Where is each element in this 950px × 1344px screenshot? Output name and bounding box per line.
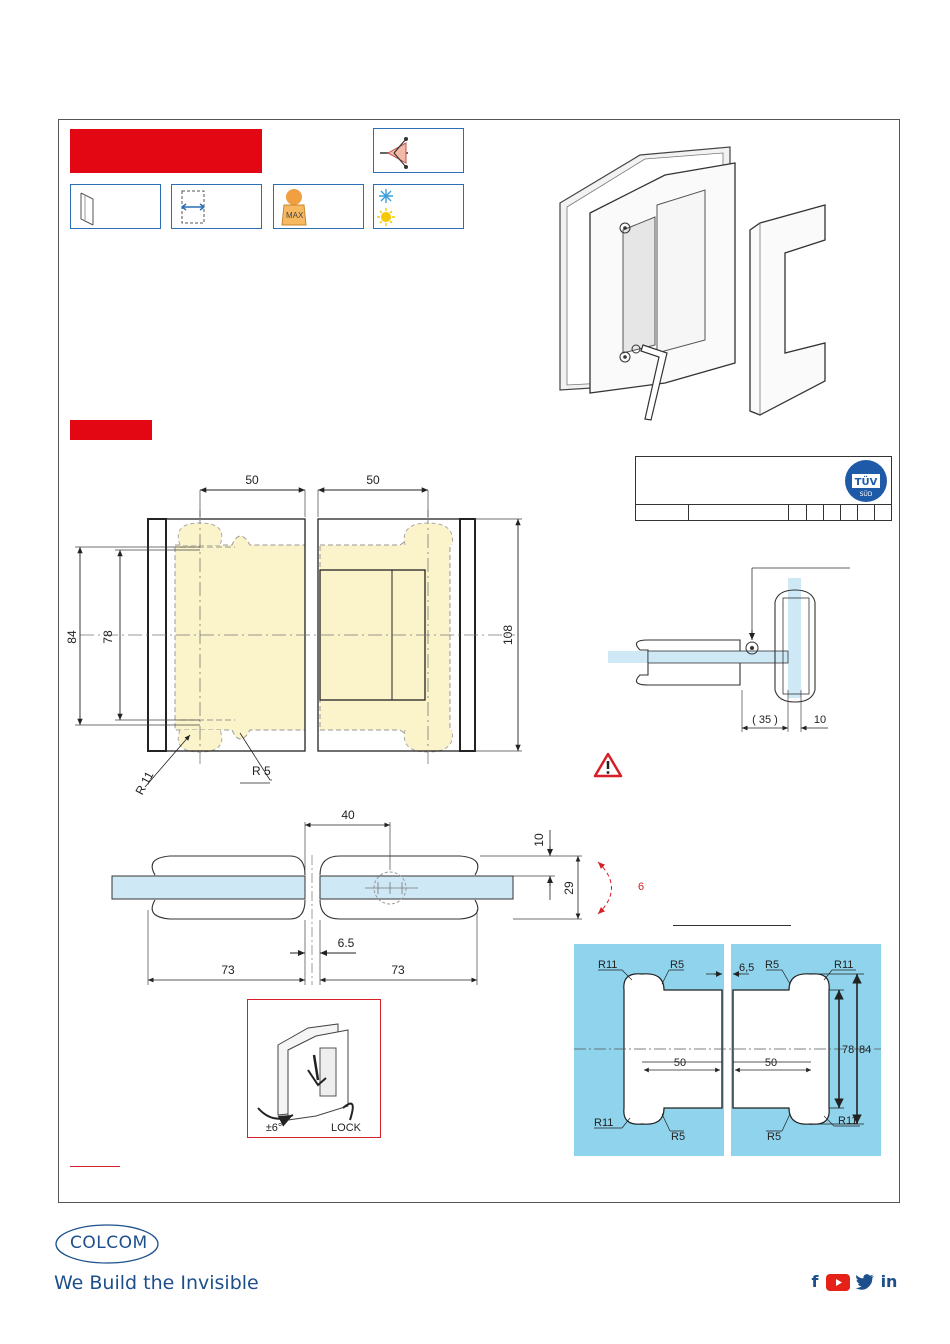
cutout-dim-50-right: 50: [764, 1057, 778, 1069]
hinge-angle-icon: [374, 129, 465, 174]
twitter-bird-icon: [855, 1273, 875, 1291]
adjustment-illustration: [248, 1000, 380, 1137]
section-angle: 6: [638, 881, 645, 893]
hinge-angle-icon-box: [373, 128, 464, 173]
max-weight-icon-box: [273, 184, 364, 229]
cutout-r11-tl: R11: [598, 959, 618, 971]
cutout-r11-br: R11: [838, 1115, 858, 1127]
cutout-r5-br: R5: [767, 1131, 782, 1143]
dim-top-right: 50: [366, 473, 380, 487]
youtube-play-icon: [826, 1274, 850, 1291]
cutout-dim-50-left: 50: [673, 1057, 687, 1069]
front-view-drawing: [60, 465, 530, 800]
dim-left-outer: 84: [65, 630, 79, 644]
youtube-icon[interactable]: [826, 1274, 850, 1291]
dim-section-29: 29: [562, 881, 576, 895]
brand-logo-text: COLCOM: [70, 1233, 148, 1253]
adjustment-detail-box: [247, 999, 381, 1138]
radius-small: R 5: [252, 764, 271, 778]
lock-label: LOCK: [331, 1122, 361, 1134]
product-title-bar: [70, 129, 262, 173]
radius-large: R 11: [132, 769, 157, 798]
tuv-badge-subtext: SÜD: [859, 491, 873, 498]
svg-text:MAX: MAX: [286, 211, 304, 220]
cutout-gap: 6,5: [739, 962, 755, 974]
linkedin-icon[interactable]: in: [880, 1272, 898, 1291]
cutout-r5-tl: R5: [670, 959, 685, 971]
cutout-title-underline: [673, 925, 791, 926]
cert-table-col-divider: [874, 504, 875, 520]
side-view-drawing: [600, 560, 860, 740]
glass-thickness-icon-box: [171, 184, 262, 229]
cutout-r5-tr: R5: [765, 959, 780, 971]
glass-corner-icon: [71, 185, 162, 230]
cert-table-col-divider: [840, 504, 841, 520]
dim-35: ( 35 ): [752, 714, 778, 726]
dim-top-left: 50: [245, 473, 259, 487]
dim-section-73-right: 73: [391, 963, 405, 977]
dim-section-40: 40: [341, 808, 355, 822]
cert-table-col-divider: [823, 504, 824, 520]
note-underline: [70, 1166, 120, 1167]
glass-thickness-icon: [172, 185, 263, 230]
cert-table-col-divider: [857, 504, 858, 520]
glass-corner-icon-box: [70, 184, 161, 229]
hinge-3d-illustration: [545, 135, 845, 430]
cert-table-col-divider: [806, 504, 807, 520]
cert-table-row-divider: [636, 504, 891, 505]
cutout-r11-tr: R11: [834, 959, 854, 971]
dim-section-10: 10: [532, 833, 546, 847]
cutout-r5-bl: R5: [671, 1131, 686, 1143]
dim-section-6-5: 6.5: [337, 936, 355, 950]
tuv-badge-text: TÜV: [854, 477, 878, 488]
certification-table: [635, 456, 892, 521]
temperature-icon: [374, 185, 465, 230]
adjust-angle-label: ±6°: [265, 1122, 283, 1134]
tuv-sud-badge: [844, 459, 888, 503]
dim-left-inner: 78: [101, 630, 115, 644]
glass-cutout-drawing: [574, 944, 881, 1156]
cutout-r11-bl: R11: [594, 1117, 614, 1129]
brand-logo[interactable]: [54, 1222, 160, 1266]
warning-icon: [593, 752, 623, 778]
cert-table-col-divider: [688, 504, 689, 520]
cert-table-col-divider: [788, 504, 789, 520]
dim-right: 108: [501, 624, 515, 646]
facebook-icon[interactable]: f: [811, 1272, 819, 1291]
section-marker-bar: [70, 420, 152, 440]
temperature-icon-box: [373, 184, 464, 229]
max-weight-icon: [274, 185, 365, 230]
cutout-dim-78: 78: [842, 1044, 855, 1056]
dim-section-73-left: 73: [221, 963, 235, 977]
cutout-dim-84: 84: [859, 1044, 872, 1056]
dim-side-10: 10: [813, 714, 827, 726]
brand-tagline: We Build the Invisible: [54, 1272, 259, 1294]
twitter-icon[interactable]: [855, 1273, 875, 1291]
